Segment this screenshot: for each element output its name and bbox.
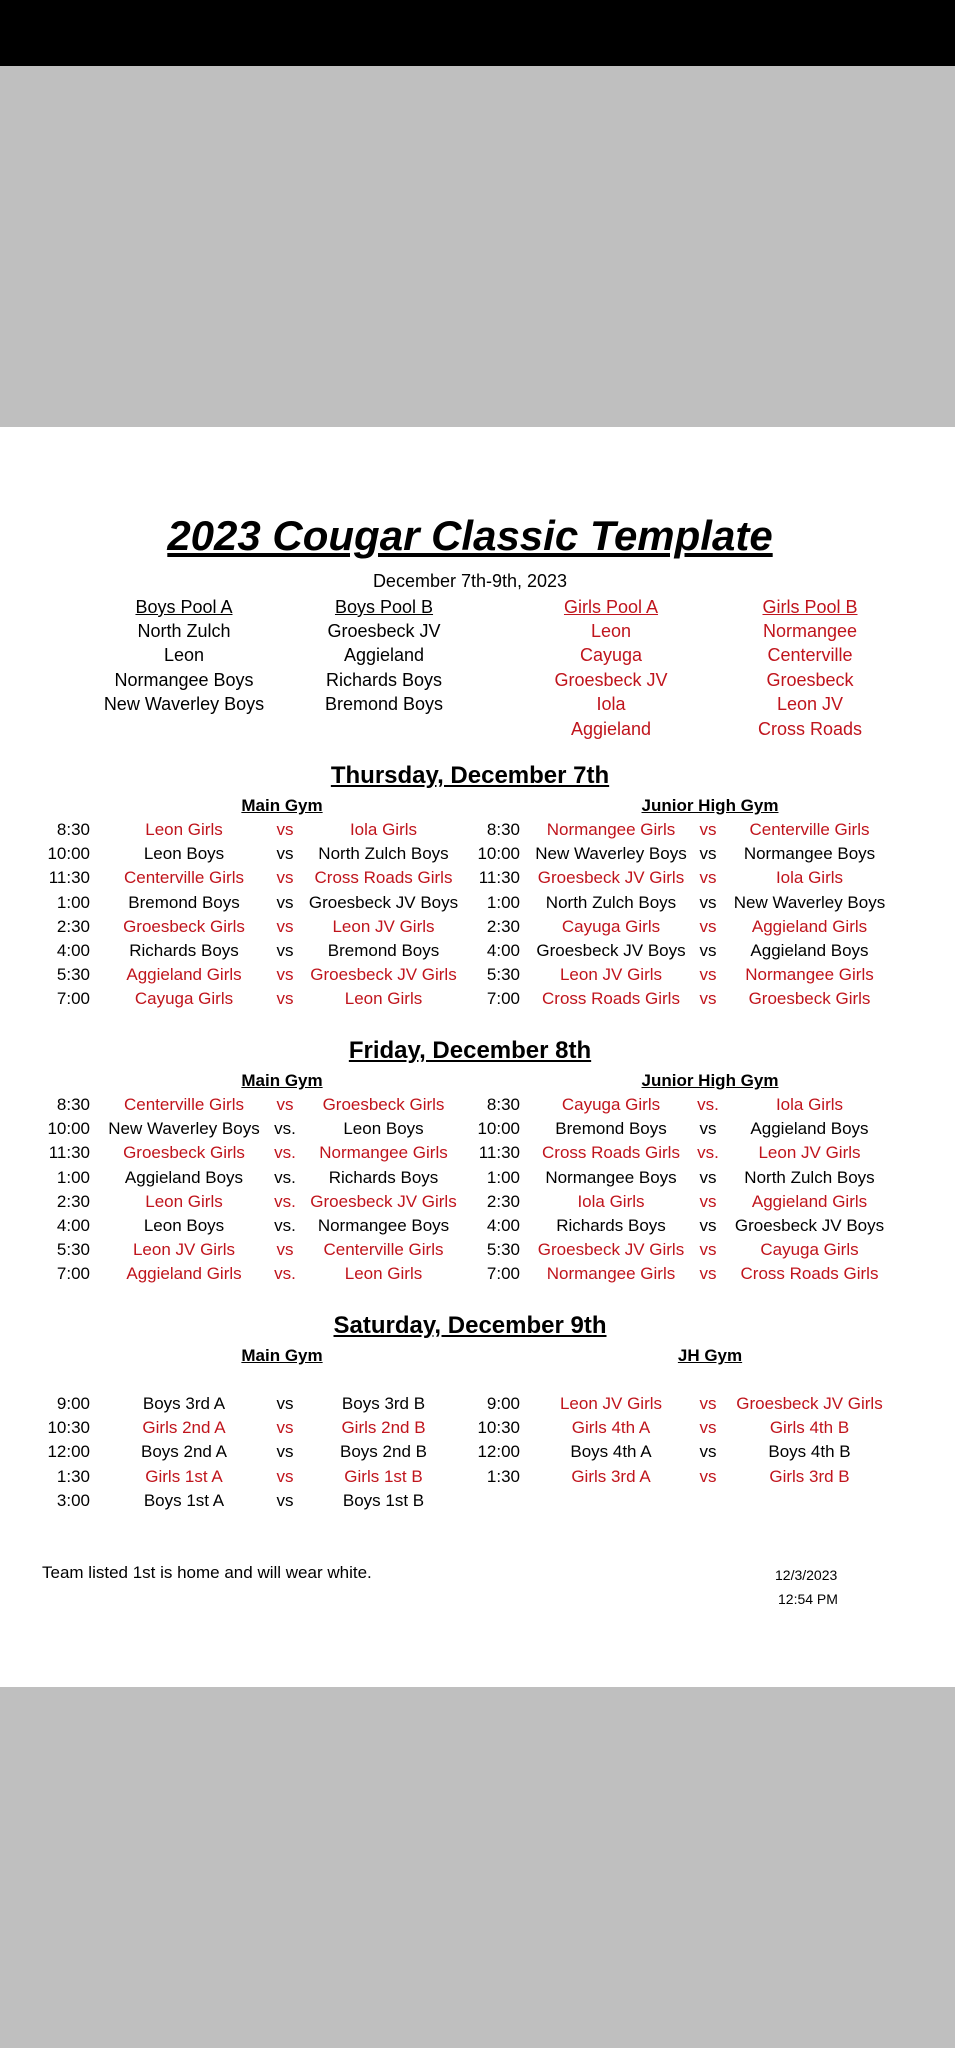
- vs-separator: vs.: [274, 1191, 296, 1211]
- game-row: [0, 818, 955, 842]
- pool-team: Leon JV: [776, 694, 844, 715]
- vs-separator: vs: [276, 965, 294, 985]
- game-rows: [0, 818, 955, 1012]
- away-team: Groesbeck JV Boys: [308, 892, 459, 912]
- game-row: [0, 1416, 955, 1440]
- game-time: 3:00: [56, 1490, 90, 1510]
- pool-column-boys-b: [264, 595, 504, 717]
- game-time: 1:00: [486, 892, 520, 912]
- junior-high-gym-heading: Junior High Gym: [641, 1071, 779, 1090]
- away-team: Girls 1st B: [344, 1466, 423, 1486]
- day-heading: Friday, December 8th: [348, 1037, 592, 1064]
- game-time: 2:30: [486, 1191, 520, 1211]
- vs-separator: vs.: [274, 1167, 296, 1187]
- game-time: 10:30: [47, 1418, 90, 1438]
- away-team: North Zulch Boys: [318, 844, 449, 864]
- game-row: [0, 1214, 955, 1238]
- game-time: 5:30: [56, 1240, 90, 1260]
- pool-team: Leon: [590, 621, 632, 641]
- away-team: Bremond Boys: [327, 940, 440, 960]
- home-team: Aggieland Boys: [124, 1167, 244, 1187]
- game-row: [0, 939, 955, 963]
- pool-column-girls-b: [690, 595, 930, 741]
- game-time: 1:00: [56, 1167, 90, 1187]
- game-time: 9:00: [486, 1394, 520, 1413]
- away-team: Cross Roads Girls: [314, 868, 453, 888]
- game-time: 1:00: [56, 892, 90, 912]
- game-time: 10:00: [47, 1119, 90, 1139]
- vs-separator: vs: [699, 940, 717, 960]
- game-time: 8:30: [56, 820, 90, 839]
- vs-separator: vs: [699, 868, 717, 888]
- away-team: Aggieland Girls: [751, 1191, 868, 1211]
- game-time: 10:00: [477, 844, 520, 864]
- away-team: Leon Girls: [344, 1264, 423, 1284]
- home-team: Leon JV Girls: [132, 1240, 236, 1260]
- vs-separator: vs: [276, 1418, 294, 1438]
- away-team: Normangee Boys: [743, 844, 876, 864]
- away-team: Leon Girls: [344, 989, 423, 1009]
- home-team: Leon JV Girls: [559, 965, 663, 985]
- game-time: 7:00: [56, 989, 90, 1009]
- game-row: [0, 842, 955, 866]
- home-team: Bremond Boys: [128, 892, 240, 912]
- game-time: 2:30: [486, 916, 520, 936]
- pool-header: Boys Pool A: [135, 597, 233, 617]
- home-team: North Zulch Boys: [545, 892, 677, 912]
- pool-team: Bremond Boys: [324, 694, 444, 715]
- game-time: 1:30: [56, 1466, 90, 1486]
- game-time: 10:00: [477, 1119, 520, 1139]
- vs-separator: vs: [276, 1490, 294, 1510]
- home-team: Leon JV Girls: [559, 1394, 663, 1413]
- away-team: Iola Girls: [775, 868, 844, 888]
- home-team: Boys 2nd A: [140, 1442, 227, 1462]
- home-team: New Waverley Boys: [108, 1119, 260, 1139]
- home-team: Leon Boys: [143, 844, 225, 864]
- vs-separator: vs.: [274, 1119, 296, 1139]
- pool-team: Aggieland: [343, 645, 425, 666]
- away-team: Girls 3rd B: [769, 1466, 850, 1486]
- day-heading: Saturday, December 9th: [333, 1312, 607, 1339]
- vs-separator: vs: [699, 844, 717, 864]
- game-row: [0, 1238, 955, 1262]
- game-time: 1:30: [486, 1466, 520, 1486]
- main-gym-heading: Main Gym: [241, 1071, 323, 1090]
- home-team: Boys 3rd A: [142, 1394, 226, 1413]
- home-team: Groesbeck JV Girls: [537, 868, 685, 888]
- home-team: New Waverley Boys: [535, 844, 687, 864]
- game-time: 5:30: [486, 965, 520, 985]
- game-time: 11:30: [478, 868, 520, 888]
- print-time: 12:54 PM: [778, 1591, 838, 1607]
- game-row: [0, 866, 955, 890]
- away-team: Groesbeck JV Boys: [734, 1215, 885, 1235]
- vs-separator: vs: [699, 916, 717, 936]
- away-team: Groesbeck Girls: [322, 1095, 445, 1114]
- home-team: Centerville Girls: [124, 868, 244, 888]
- game-time: 11:30: [48, 868, 90, 888]
- game-time: 2:30: [56, 916, 90, 936]
- home-team: Cayuga Girls: [134, 989, 234, 1009]
- vs-separator: vs: [276, 820, 294, 839]
- game-row: [0, 915, 955, 939]
- pool-team: Cross Roads: [757, 718, 863, 739]
- game-row: [0, 1262, 955, 1286]
- main-gym-heading: Main Gym: [241, 796, 323, 815]
- home-team: Richards Boys: [556, 1215, 666, 1235]
- game-row: [0, 1440, 955, 1464]
- home-team: Richards Boys: [129, 940, 239, 960]
- home-team: Centerville Girls: [124, 1095, 244, 1114]
- home-team: Leon Girls: [145, 1191, 223, 1211]
- vs-separator: vs.: [274, 1264, 296, 1284]
- pool-team: Aggieland: [570, 718, 652, 739]
- pool-header: Girls Pool B: [762, 597, 858, 617]
- print-date: 12/3/2023: [775, 1567, 838, 1583]
- home-team: Boys 1st A: [143, 1490, 225, 1510]
- vs-separator: vs: [699, 1466, 717, 1486]
- schedule-document: [0, 427, 955, 1687]
- away-team: Groesbeck JV Girls: [310, 965, 457, 985]
- vs-separator: vs.: [697, 1095, 719, 1114]
- home-team: Groesbeck JV Girls: [537, 1240, 685, 1260]
- game-time: 7:00: [56, 1264, 90, 1284]
- away-team: Leon JV Girls: [758, 1143, 861, 1163]
- game-row: [0, 891, 955, 915]
- vs-separator: vs: [699, 1394, 717, 1413]
- vs-separator: vs: [699, 965, 717, 985]
- game-row: [0, 1166, 955, 1190]
- game-time: 1:00: [486, 1167, 520, 1187]
- away-team: Centerville Girls: [323, 1240, 444, 1260]
- away-team: Iola Girls: [775, 1095, 844, 1114]
- vs-separator: vs.: [274, 1143, 296, 1163]
- vs-separator: vs: [699, 1191, 717, 1211]
- away-team: Normangee Girls: [745, 965, 874, 985]
- pool-header: Girls Pool A: [563, 597, 659, 617]
- home-team: Bremond Boys: [555, 1119, 667, 1139]
- game-time: 11:30: [48, 1143, 90, 1163]
- vs-separator: vs: [699, 892, 717, 912]
- jh-gym-heading: JH Gym: [677, 1346, 743, 1365]
- away-team: Groesbeck JV Girls: [310, 1191, 457, 1211]
- vs-separator: vs: [276, 1442, 294, 1462]
- home-team: Girls 1st A: [145, 1466, 223, 1486]
- game-time: 4:00: [486, 1215, 520, 1235]
- game-rows: [0, 1093, 955, 1287]
- game-time: 4:00: [56, 1215, 90, 1235]
- home-team: Groesbeck JV Boys: [536, 940, 686, 960]
- game-time: 8:30: [486, 1095, 520, 1114]
- away-team: New Waverley Boys: [733, 892, 886, 912]
- vs-separator: vs: [699, 1240, 717, 1260]
- day-heading: Thursday, December 7th: [330, 762, 610, 789]
- vs-separator: vs: [699, 989, 717, 1009]
- away-team: Cross Roads Girls: [740, 1264, 879, 1284]
- game-row: [0, 1465, 955, 1489]
- pool-header: Boys Pool B: [334, 597, 434, 617]
- game-time: 10:30: [477, 1418, 520, 1438]
- vs-separator: vs: [276, 1466, 294, 1486]
- vs-separator: vs: [276, 892, 294, 912]
- pool-team: Normangee Boys: [114, 669, 254, 690]
- game-time: 12:00: [477, 1442, 520, 1462]
- vs-separator: vs: [699, 1418, 717, 1438]
- away-team: Cayuga Girls: [760, 1240, 859, 1260]
- vs-separator: vs: [276, 916, 294, 936]
- game-row: [0, 1392, 955, 1416]
- away-team: Aggieland Boys: [750, 1119, 869, 1139]
- pool-team: Cayuga: [579, 645, 643, 666]
- home-team: Cayuga Girls: [561, 916, 661, 936]
- away-team: Aggieland Boys: [750, 940, 869, 960]
- home-team: Leon Girls: [145, 820, 223, 839]
- vs-separator: vs.: [274, 1215, 296, 1235]
- game-time: 4:00: [486, 940, 520, 960]
- away-team: Richards Boys: [328, 1167, 439, 1187]
- away-team: Normangee Girls: [319, 1143, 448, 1163]
- game-time: 5:30: [486, 1240, 520, 1260]
- vs-separator: vs: [276, 940, 294, 960]
- top-black-bar: [0, 0, 955, 66]
- pool-team: Iola: [596, 694, 626, 715]
- vs-separator: vs: [699, 1264, 717, 1284]
- away-team: Girls 4th B: [769, 1418, 850, 1438]
- game-row: [0, 1117, 955, 1141]
- away-team: Leon JV Girls: [332, 916, 435, 936]
- game-time: 11:30: [478, 1143, 520, 1163]
- away-team: Boys 4th B: [768, 1442, 851, 1462]
- game-time: 9:00: [56, 1394, 90, 1413]
- pool-team: Leon: [163, 645, 205, 666]
- away-team: North Zulch Boys: [744, 1167, 875, 1187]
- away-team: Boys 2nd B: [340, 1442, 427, 1462]
- home-team: Girls 2nd A: [142, 1418, 226, 1438]
- home-team: Normangee Girls: [546, 820, 676, 839]
- pool-team: Groesbeck JV: [554, 669, 668, 690]
- vs-separator: vs: [699, 1442, 717, 1462]
- game-row: [0, 1093, 955, 1117]
- home-team: Boys 4th A: [570, 1442, 652, 1462]
- game-row: [0, 1141, 955, 1165]
- home-team: Normangee Girls: [546, 1264, 676, 1284]
- game-time: 12:00: [47, 1442, 90, 1462]
- away-team: Girls 2nd B: [341, 1418, 426, 1438]
- home-team: Normangee Boys: [545, 1167, 677, 1187]
- away-team: Aggieland Girls: [751, 916, 868, 936]
- vs-separator: vs: [699, 1167, 717, 1187]
- pool-team: Centerville: [767, 645, 853, 666]
- game-time: 7:00: [486, 989, 520, 1009]
- home-team: Iola Girls: [577, 1191, 645, 1211]
- home-team: Aggieland Girls: [126, 965, 242, 985]
- home-team: Groesbeck Girls: [123, 1143, 245, 1163]
- home-team: Cayuga Girls: [561, 1095, 661, 1114]
- junior-high-gym-heading: Junior High Gym: [641, 796, 779, 815]
- pool-team: North Zulch: [137, 621, 231, 641]
- game-rows: [0, 1392, 955, 1513]
- home-team: Cross Roads Girls: [542, 1143, 680, 1163]
- away-team: Boys 1st B: [342, 1490, 425, 1510]
- vs-separator: vs: [276, 844, 294, 864]
- pool-team: Groesbeck JV: [327, 621, 441, 641]
- home-team: Leon Boys: [143, 1215, 225, 1235]
- game-time: 2:30: [56, 1191, 90, 1211]
- game-time: 4:00: [56, 940, 90, 960]
- game-time: 8:30: [486, 820, 520, 839]
- pool-team: Groesbeck: [766, 669, 854, 690]
- home-team-note: Team listed 1st is home and will wear white.: [42, 1563, 372, 1582]
- pool-team: Richards Boys: [325, 669, 443, 690]
- away-team: Groesbeck Girls: [748, 989, 871, 1009]
- game-time: 8:30: [56, 1095, 90, 1114]
- game-row: [0, 1190, 955, 1214]
- home-team: Groesbeck Girls: [123, 916, 245, 936]
- away-team: Iola Girls: [349, 820, 418, 839]
- game-time: 5:30: [56, 965, 90, 985]
- away-team: Leon Boys: [343, 1119, 424, 1139]
- vs-separator: vs: [276, 989, 294, 1009]
- game-time: 10:00: [47, 844, 90, 864]
- home-team: Girls 4th A: [571, 1418, 651, 1438]
- pool-team: New Waverley Boys: [103, 694, 265, 715]
- vs-separator: vs: [276, 1394, 294, 1413]
- home-team: Cross Roads Girls: [542, 989, 680, 1009]
- game-row: [0, 987, 955, 1011]
- home-team: Girls 3rd A: [571, 1466, 651, 1486]
- date-range: December 7th-9th, 2023: [372, 571, 568, 591]
- away-team: Groesbeck JV Girls: [736, 1394, 883, 1413]
- home-team: Aggieland Girls: [126, 1264, 242, 1284]
- vs-separator: vs: [699, 820, 717, 839]
- vs-separator: vs: [276, 1240, 294, 1260]
- vs-separator: vs.: [697, 1143, 719, 1163]
- vs-separator: vs: [699, 1215, 717, 1235]
- game-row: [0, 963, 955, 987]
- away-team: Boys 3rd B: [341, 1394, 426, 1413]
- game-time: 7:00: [486, 1264, 520, 1284]
- vs-separator: vs: [699, 1119, 717, 1139]
- vs-separator: vs: [276, 868, 294, 888]
- away-team: Normangee Boys: [317, 1215, 450, 1235]
- page-title: 2023 Cougar Classic Template: [167, 512, 773, 559]
- pool-team: Normangee: [762, 621, 858, 641]
- main-gym-heading: Main Gym: [241, 1346, 323, 1365]
- away-team: Centerville Girls: [749, 820, 870, 839]
- game-row: [0, 1489, 955, 1513]
- vs-separator: vs: [276, 1095, 294, 1114]
